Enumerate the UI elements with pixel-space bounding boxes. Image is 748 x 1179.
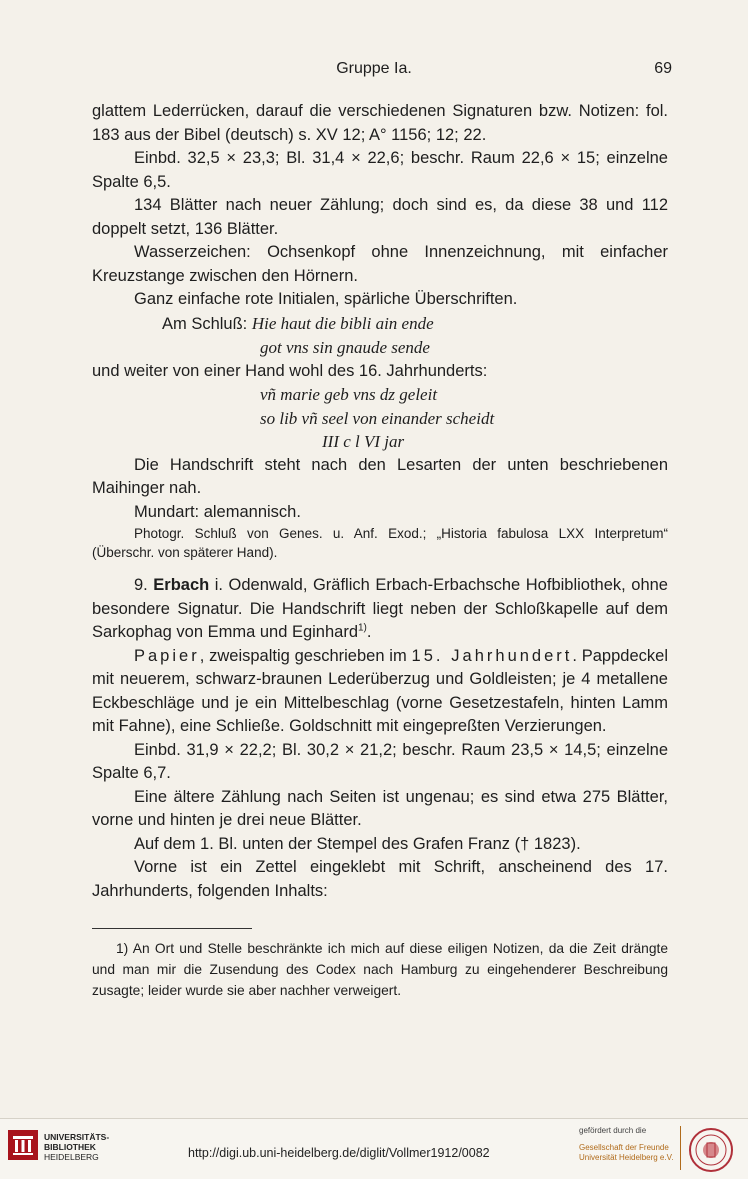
paragraph: und weiter von einer Hand wohl des 16. Jahrhunderts: xyxy=(92,361,488,380)
sponsor-label: gefördert durch die xyxy=(579,1126,647,1135)
verse-line xyxy=(92,312,668,337)
text-span: . Pappdeckel mit neuerem, schwarz-braunen Lederüberzug und Goldleisten; je 4 metallene Eckbeschläge und je ein Mittelbeschlag (vorne Gesetzestafeln, hinten Lamm mit Fahne), eine Schließe. Goldschnitt mit eingepreßten Verzierungen. xyxy=(92,646,668,735)
sponsor-name: Universität Heidelberg e.V. xyxy=(579,1153,674,1162)
paragraph: Einbd. 31,9 × 22,2; Bl. 30,2 × 21,2; beschr. Raum 23,5 × 14,5; einzelne Spalte 6,7. xyxy=(92,740,668,782)
footnote-text: 1) An Ort und Stelle beschränkte ich mich auf diese eiligen Notizen, da die Zeit drängte und man mir die Zusendung des Codex nach Hamburg zu eingehenderer Beschreibung zusagte; leider wurde sie aber nachher verweigert. xyxy=(92,941,668,998)
sponsor-divider xyxy=(680,1126,681,1170)
footnote-divider xyxy=(92,928,252,929)
paragraph: Ganz einfache rote Initialen, spärliche Überschriften. xyxy=(134,290,518,308)
verse-line: got vns sin gnaude sende xyxy=(260,338,430,357)
paragraph: Einbd. 32,5 × 23,3; Bl. 31,4 × 22,6; beschr. Raum 22,6 × 15; einzelne Spalte 6,5. xyxy=(92,149,668,191)
verse-line: III c l VI jar xyxy=(322,432,405,451)
library-name-line: UNIVERSITÄTS- xyxy=(44,1132,110,1142)
text-span: , zweispaltig geschrieben im xyxy=(199,646,407,665)
verse-line: so lib vñ seel von einander scheidt xyxy=(260,408,495,428)
page-number: 69 xyxy=(654,60,672,77)
paragraph: Die Handschrift steht nach den Lesarten der unten beschriebenen Maihinger nah. xyxy=(92,455,668,497)
footnote xyxy=(92,938,668,1001)
verse-label: Am Schluß: xyxy=(162,314,248,333)
main-text xyxy=(92,100,668,562)
verse-line: vñ marie geb vns dz geleit xyxy=(260,385,438,404)
permalink-url[interactable]: http://digi.ub.uni-heidelberg.de/diglit/Vollmer1912/0082 xyxy=(188,1146,490,1160)
paragraph: Auf dem 1. Bl. unten der Stempel des Grafen Franz († 1823). xyxy=(134,834,581,853)
running-head: Gruppe Ia. xyxy=(336,60,412,77)
paragraph: 134 Blätter nach neuer Zählung; doch sind es, da diese 38 und 112 doppelt setzt, 136 Blätter. xyxy=(92,196,668,238)
library-name-line: BIBLIOTHEK xyxy=(44,1142,96,1152)
paragraph xyxy=(92,645,668,739)
library-name-line: HEIDELBERG xyxy=(44,1152,99,1162)
library-logo-icon[interactable] xyxy=(8,1130,38,1160)
material: Papier xyxy=(134,646,200,665)
entry-text: i. Odenwald, Gräflich Erbach-Erbachsche Hofbibliothek, ohne besondere Signatur. Die Handschrift liegt neben der Schloßkapelle auf dem Sarkophag von Emma und Eginhard xyxy=(92,576,668,641)
paragraph: Mundart: alemannisch. xyxy=(134,502,301,521)
entry-place: Erbach xyxy=(153,576,210,594)
period: . xyxy=(366,623,372,641)
sponsor-name: Gesellschaft der Freunde xyxy=(579,1143,669,1152)
paragraph: Wasserzeichen: Ochsenkopf ohne Innenzeichnung, mit einfacher Kreuzstange zwischen den Hörnern. xyxy=(92,243,668,285)
footnote-ref[interactable]: 1) xyxy=(358,622,367,634)
paragraph: glattem Lederrücken, darauf die verschiedenen Signaturen bzw. Notizen: fol. 183 aus der Bibel (deutsch) s. XV 12; A° 1156; 12; 22. xyxy=(92,102,668,144)
entry-9 xyxy=(92,574,668,903)
paragraph: Eine ältere Zählung nach Seiten ist ungenau; es sind etwa 275 Blätter, vorne und hinten je drei neue Blätter. xyxy=(92,787,668,829)
university-seal-icon xyxy=(688,1127,734,1173)
paragraph: Vorne ist ein Zettel eingeklebt mit Schrift, anscheinend des 17. Jahrhunderts, folgenden Inhalts: xyxy=(92,858,668,900)
entry-heading-paragraph xyxy=(92,574,668,645)
verse-text: Hie haut die bibli ain ende xyxy=(251,313,434,333)
entry-number: 9. xyxy=(134,576,148,594)
century: 15. Jahrhundert xyxy=(411,646,573,665)
photo-note: Photogr. Schluß von Genes. u. Anf. Exod.; „Historia fabulosa LXX Interpretum“ (Überschr. von späterer Hand). xyxy=(92,526,668,560)
